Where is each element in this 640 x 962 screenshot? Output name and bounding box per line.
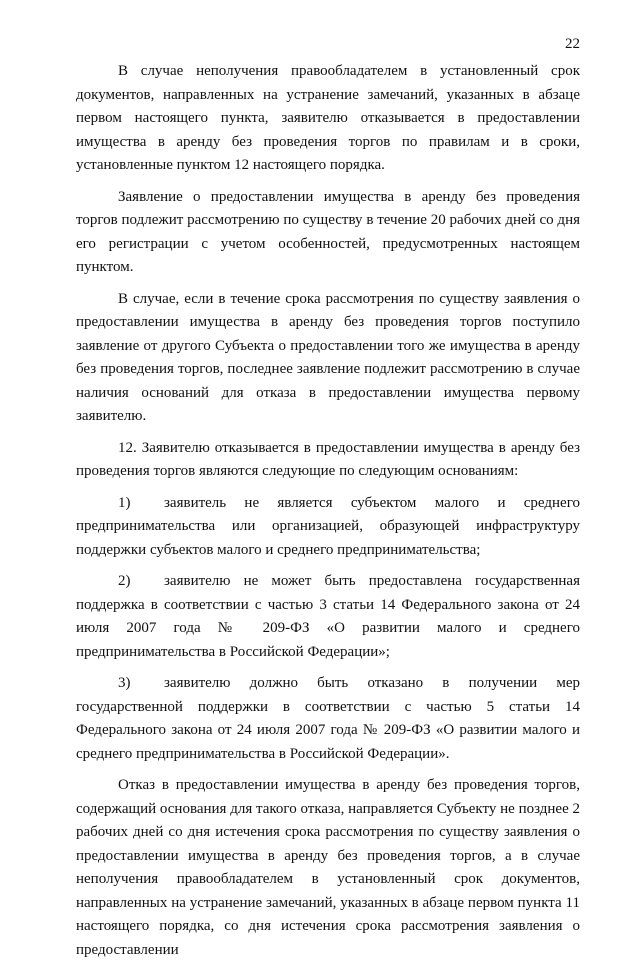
list-item-text: заявителю не может быть предоставлена государственная поддержка в соответствии с частью 3 статьи 14 Федерального закона от 24 июля 2007 года № 209-ФЗ «О развитии малого и среднего предпринимательства в Российской Федерации»; [76, 573, 580, 660]
page-number: 22 [565, 36, 580, 52]
paragraph-section-12-heading: 12. Заявителю отказывается в предоставлении имущества в аренду без проведения торгов являются следующие по следующим основаниям: [76, 439, 580, 479]
list-item-1 [76, 492, 580, 563]
list-item-number: 3) [118, 675, 131, 691]
list-item-number: 2) [118, 573, 131, 589]
paragraph-competing-application: В случае, если в течение срока рассмотрения по существу заявления о предоставлении имущества в аренду без проведения торгов поступило заявление от другого Субъекта о предоставлении того же имущества в аренду без проведения торгов, последнее заявление подлежит рассмотрению в случае наличия оснований для отказа в предоставлении имущества первому заявителю. [76, 290, 580, 424]
paragraph-refusal-notice: Отказ в предоставлении имущества в аренду без проведения торгов, содержащий основания для такого отказа, направляется Субъекту не позднее 2 рабочих дней со дня истечения срока рассмотрения по существу заявления о предоставлении имущества в аренду без проведения торгов, а в случае неполучения правообладателем в установленный срок документов, направленных на устранение замечаний, указанных в абзаце первом пункта 11 настоящего порядка, со дня истечения срока рассмотрения заявления о предоставлении [76, 777, 580, 958]
list-item-text: заявителю должно быть отказано в получении мер государственной поддержки в соответствии с частью 5 статьи 14 Федерального закона от 24 июля 2007 года № 209-ФЗ «О развитии малого и среднего предпринимательства в Российской Федерации». [76, 675, 580, 762]
paragraph-review-period: Заявление о предоставлении имущества в аренду без проведения торгов подлежит рассмотрению по существу в течение 20 рабочих дней со дня его регистрации с учетом особенностей, предусмотренных настоящем пунктом. [76, 188, 580, 275]
list-item-2 [76, 570, 580, 664]
document-body [76, 60, 580, 962]
list-item-number: 1) [118, 494, 131, 511]
list-item-3 [76, 672, 580, 766]
paragraph-refusal-missing-documents: В случае неполучения правообладателем в установленный срок документов, направленных на устранение замечаний, указанных в абзаце первом настоящего пункта, заявителю отказывается в предоставлении имущества в аренду без проведения торгов по правилам и в сроки, установленные пунктом 12 настоящего порядка. [76, 63, 580, 173]
list-item-text: заявитель не является субъектом малого и среднего предпринимательства или организацией, образующей инфраструктуру поддержки субъектов малого и среднего предпринимательства; [76, 494, 580, 558]
